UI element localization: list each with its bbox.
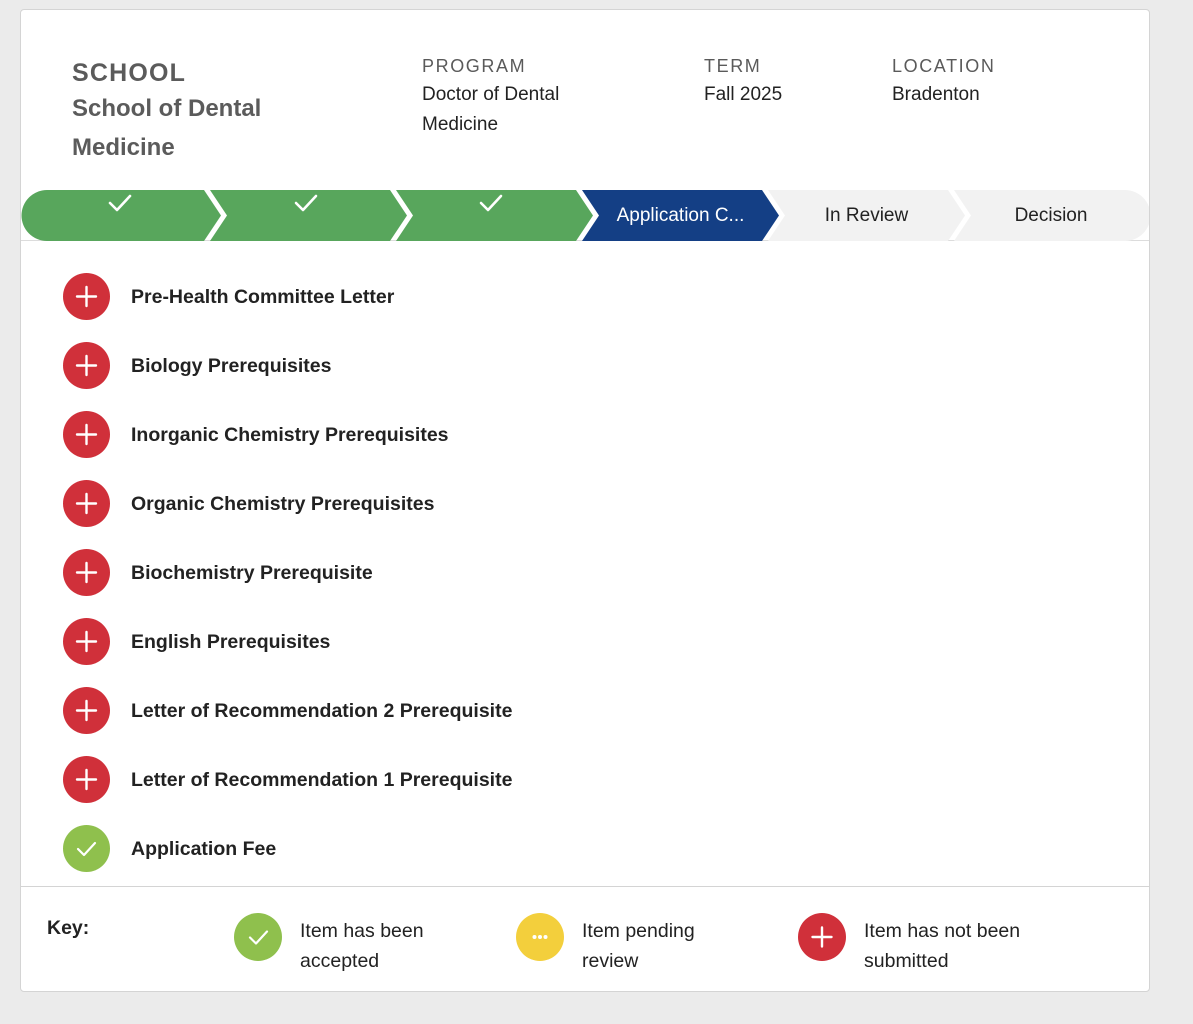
step-in-review[interactable]: In Review: [824, 205, 909, 226]
key-item-label: Item has not been submitted: [864, 920, 1021, 972]
checklist-item-label: Application Fee: [131, 838, 277, 860]
program-label: PROGRAM: [422, 56, 527, 76]
school-label: SCHOOL: [72, 59, 187, 87]
checklist-item-biology-prerequisites[interactable]: [21, 311, 1150, 380]
checklist-item-label: Pre-Health Committee Letter: [131, 286, 395, 308]
step-decision[interactable]: Decision: [1014, 205, 1088, 226]
program-info: [422, 54, 672, 140]
checklist-item-label: Biology Prerequisites: [131, 355, 332, 377]
key-item-label: Item has been accepted: [300, 920, 424, 972]
location-value: Bradenton: [892, 84, 980, 105]
checklist-item-letter-of-recommendation-2[interactable]: [21, 656, 1150, 725]
plus-icon: [798, 913, 846, 961]
key-item-label: Item pending review: [582, 920, 695, 972]
checklist-item-pre-health-committee-letter[interactable]: [21, 242, 1150, 311]
check-icon: [107, 190, 133, 216]
status-key: [21, 886, 1150, 992]
location-label: LOCATION: [892, 56, 996, 76]
checklist-item-label: Organic Chemistry Prerequisites: [131, 493, 435, 515]
term-info: [704, 54, 864, 110]
application-header: [21, 10, 1149, 190]
program-value: Doctor of Dental Medicine: [422, 84, 560, 135]
term-value: Fall 2025: [704, 84, 783, 105]
check-icon: [478, 190, 504, 216]
application-status-card: [20, 9, 1150, 992]
checklist-item-label: Letter of Recommendation 1 Prerequisite: [131, 769, 513, 791]
checklist-item-biochemistry-prerequisite[interactable]: [21, 518, 1150, 587]
checklist-item-label: English Prerequisites: [131, 631, 331, 653]
school-value: School of Dental Medicine: [72, 95, 262, 161]
step-application-complete[interactable]: Application C...: [616, 205, 745, 226]
check-icon: [293, 190, 319, 216]
location-info: [892, 54, 1092, 110]
checklist-item-label: Inorganic Chemistry Prerequisites: [131, 424, 449, 446]
checklist-item-inorganic-chemistry-prerequisites[interactable]: [21, 380, 1150, 449]
check-icon: [63, 825, 110, 872]
ellipsis-icon: [516, 913, 564, 961]
progress-stepper: [21, 190, 1150, 241]
check-icon: [234, 913, 282, 961]
checklist-item-label: Letter of Recommendation 2 Prerequisite: [131, 700, 513, 722]
term-label: TERM: [704, 56, 762, 76]
key-title: Key:: [47, 917, 90, 939]
checklist-item-english-prerequisites[interactable]: [21, 587, 1150, 656]
checklist-item-application-fee[interactable]: [21, 794, 1150, 863]
checklist-item-organic-chemistry-prerequisites[interactable]: [21, 449, 1150, 518]
checklist-item-letter-of-recommendation-1[interactable]: [21, 725, 1150, 794]
checklist: [21, 242, 1150, 863]
checklist-item-label: Biochemistry Prerequisite: [131, 562, 373, 584]
school-info: [72, 57, 372, 167]
